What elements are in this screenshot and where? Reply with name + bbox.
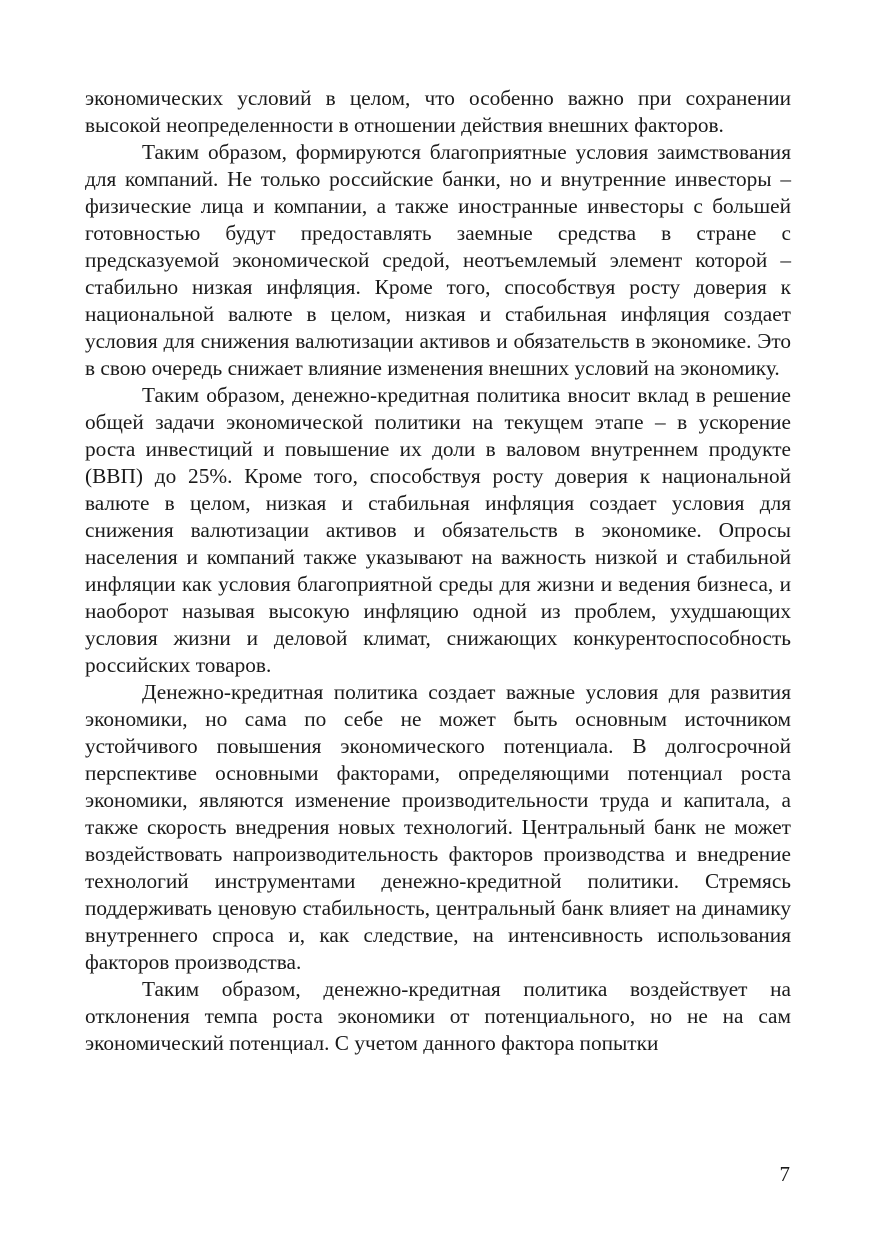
page-number: 7	[779, 1162, 790, 1186]
paragraph-continuation: экономических условий в целом, что особенно важно при сохранении высокой неопределенности в отношении действия внешних факторов.	[85, 86, 791, 137]
body-text	[85, 85, 791, 1057]
paragraph-economic-potential: Денежно-кредитная политика создает важные условия для развития экономики, но сама по себе не может быть основным источником устойчивого повышения экономического потенциала. В долгосрочной перспективе основными факторами, определяющими потенциал роста экономики, являются изменение производительности труда и капитала, а также скорость внедрения новых технологий. Центральный банк не может воздействовать напроизводительность факторов производства и внедрение технологий инструментами денежно-кредитной политики. Стремясь поддерживать ценовую стабильность, центральный банк влияет на динамику внутреннего спроса и, как следствие, на интенсивность использования факторов производства.	[85, 680, 791, 974]
paragraph-borrowing-conditions: Таким образом, формируются благоприятные условия заимствования для компаний. Не только российские банки, но и внутренние инвесторы – физические лица и компании, а также иностранные инвесторы с большей готовностью будут предоставлять заемные средства в стране с предсказуемой экономической средой, неотъемлемый элемент которой – стабильно низкая инфляция. Кроме того, способствуя росту доверия к национальной валюте в целом, низкая и стабильная инфляция создает условия для снижения валютизации активов и обязательств в экономике. Это в свою очередь снижает влияние изменения внешних условий на экономику.	[85, 140, 791, 380]
paragraph-growth-deviation: Таким образом, денежно-кредитная политика воздействует на отклонения темпа роста экономики от потенциального, но не на сам экономический потенциал. С учетом данного фактора попытки	[85, 977, 791, 1055]
paragraph-investment-contribution: Таким образом, денежно-кредитная политика вносит вклад в решение общей задачи экономической политики на текущем этапе – в ускорение роста инвестиций и повышение их доли в валовом внутреннем продукте (ВВП) до 25%. Кроме того, способствуя росту доверия к национальной валюте в целом, низкая и стабильная инфляция создает условия для снижения валютизации активов и обязательств в экономике. Опросы населения и компаний также указывают на важность низкой и стабильной инфляции как условия благоприятной среды для жизни и ведения бизнеса, и наоборот называя высокую инфляцию одной из проблем, ухудшающих условия жизни и деловой климат, снижающих конкурентоспособность российских товаров.	[85, 383, 791, 677]
